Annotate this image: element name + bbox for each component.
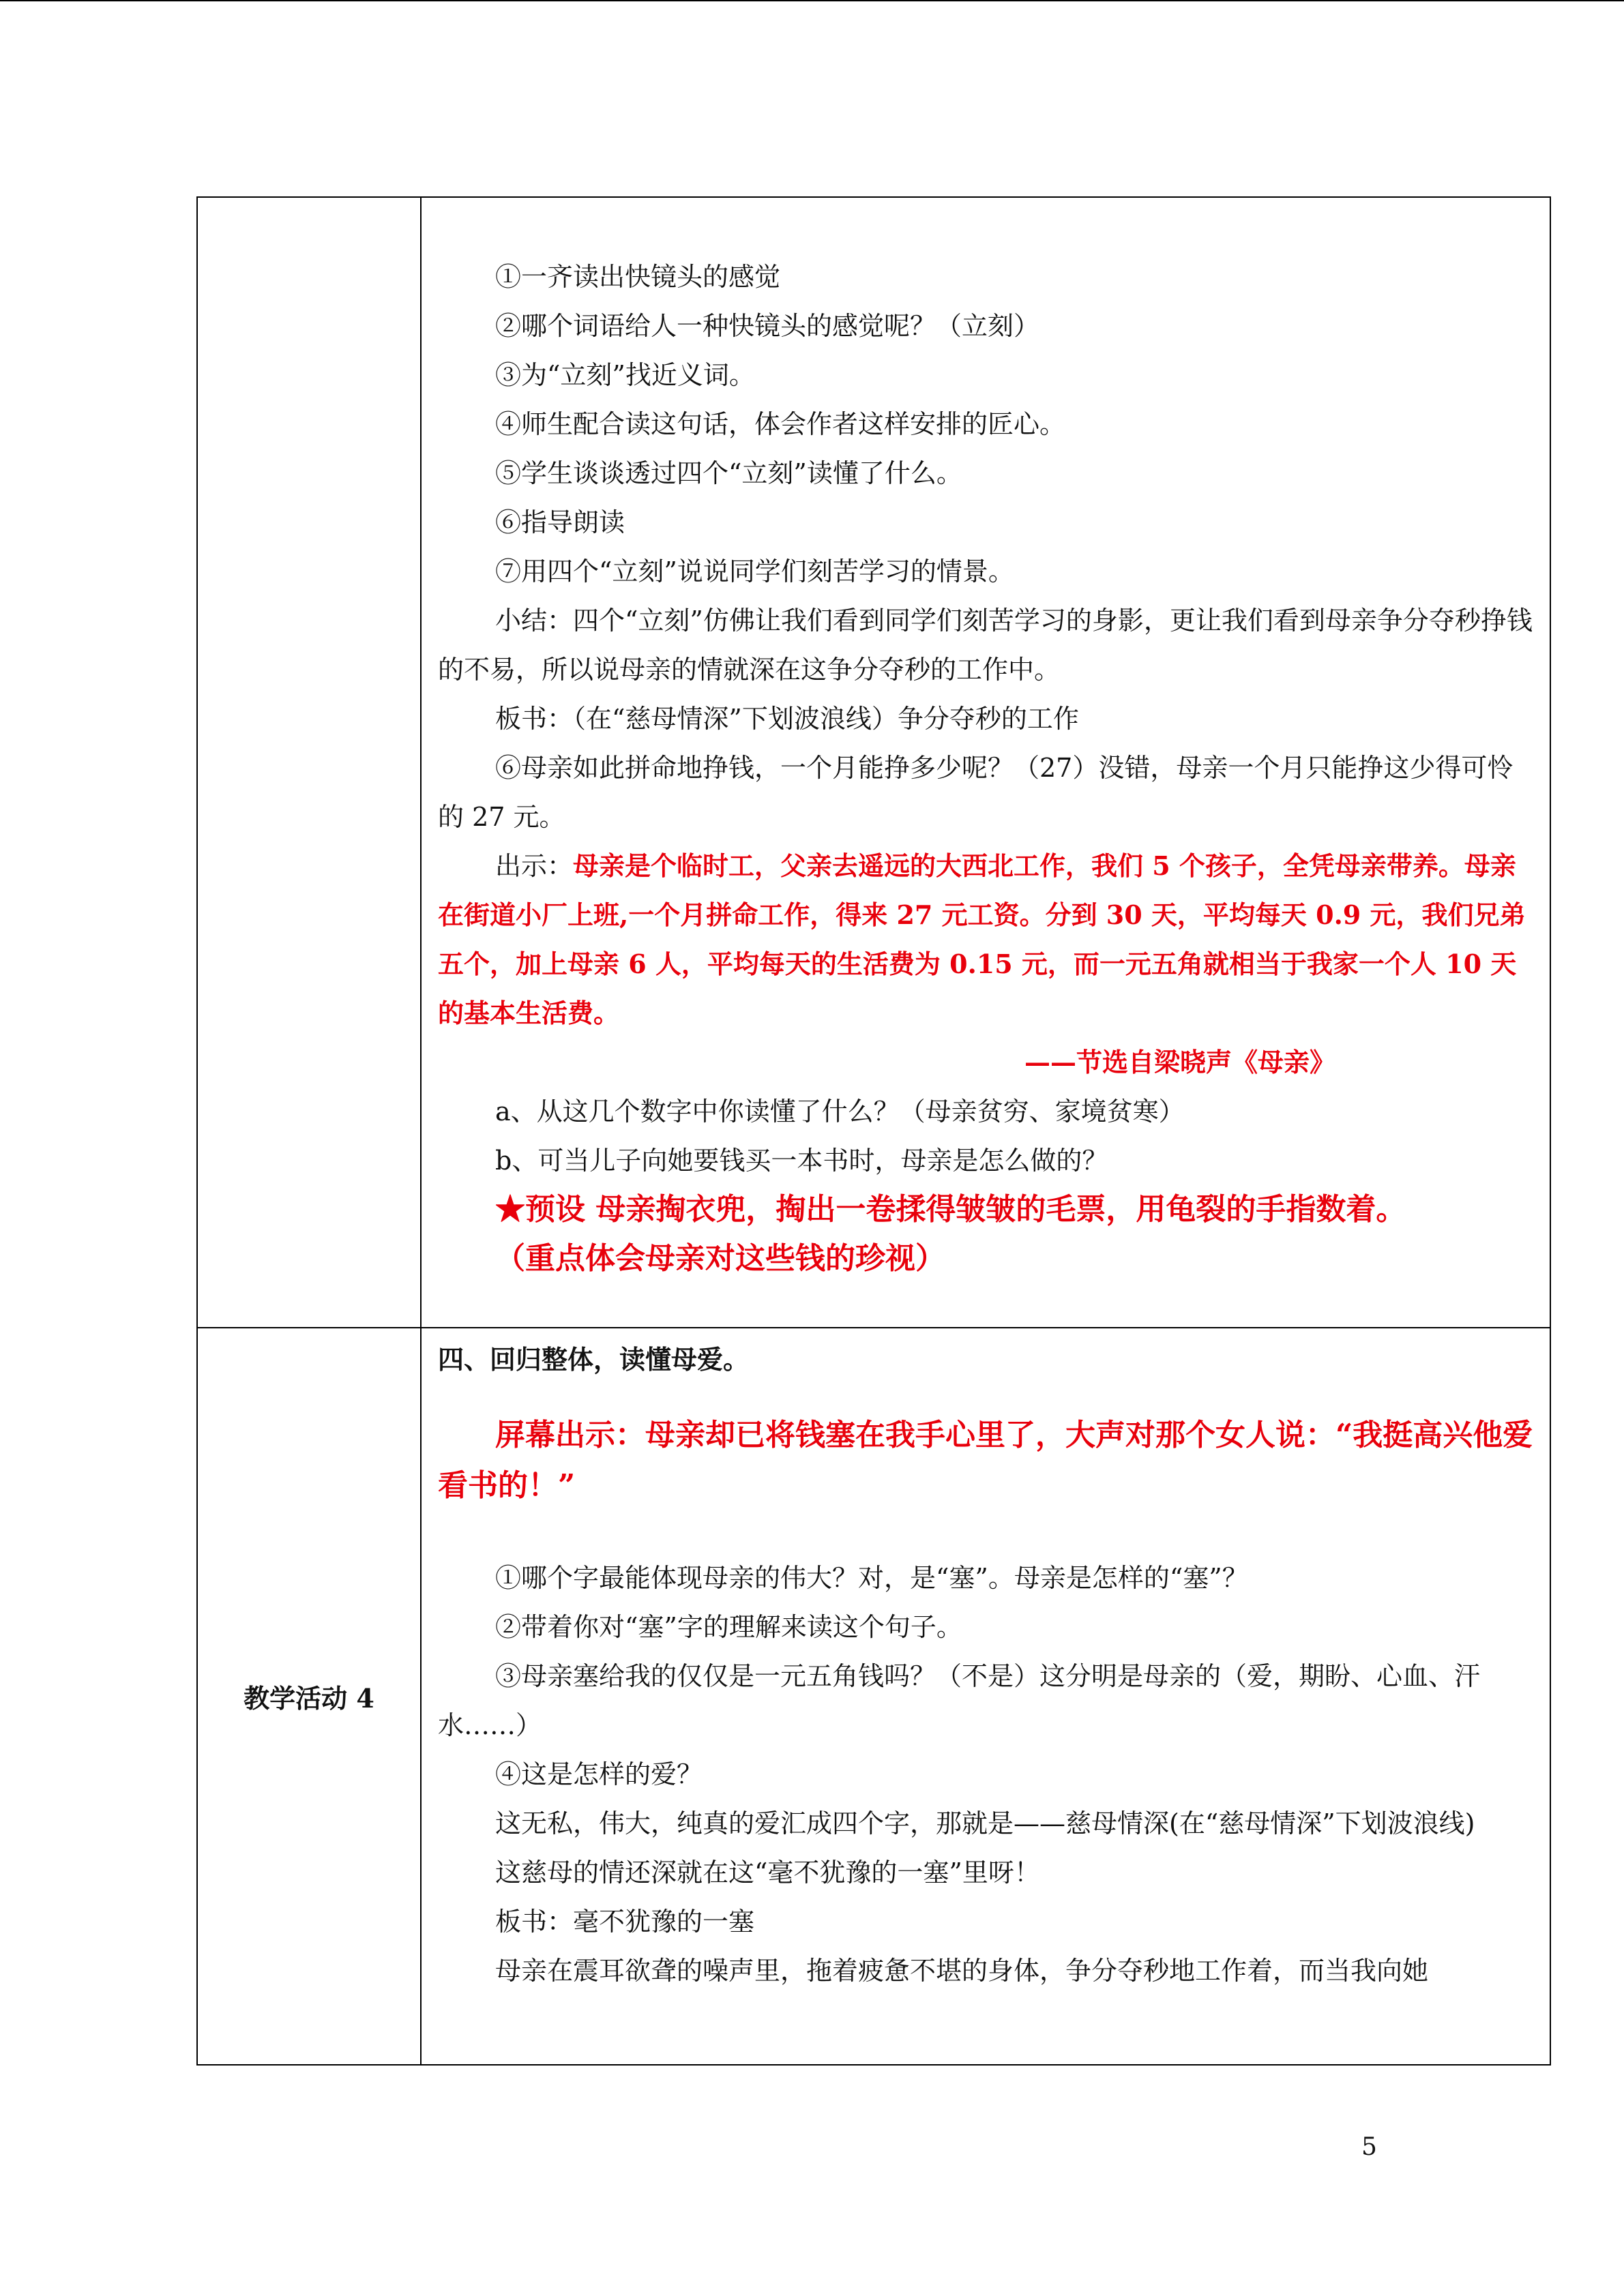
step-line: ②哪个词语给人一种快镜头的感觉呢？（立刻） (495, 311, 1040, 341)
show-label: 出示： (495, 851, 574, 881)
screen-quote: 屏幕出示：母亲却已将钱塞在我手心里了，大声对那个女人说：“我挺高兴他爱看书的！” (438, 1418, 1533, 1503)
preset-note: （重点体会母亲对这些钱的珍视） (495, 1241, 945, 1276)
summary-paragraph: 小结：四个“立刻”仿佛让我们看到同学们刻苦学习的身影，更让我们看到母亲争分夺秒挣钱的不易，所以说母亲的情就深在这争分夺秒的工作中。 (438, 606, 1533, 685)
question-line: ③母亲塞给我的仅仅是一元五角钱吗？（不是）这分明是母亲的（爱，期盼、心血、汗水……） (438, 1661, 1481, 1740)
body-paragraph: 这慈母的情还深就在这“毫不犹豫的一塞”里呀！ (495, 1858, 1040, 1888)
step-line: ⑦用四个“立刻”说说同学们刻苦学习的情景。 (495, 556, 1014, 586)
blackboard-note: 板书：（在“慈母情深”下划波浪线）争分夺秒的工作 (495, 704, 1079, 734)
blackboard-note: 板书：毫不犹豫的一塞 (495, 1907, 755, 1937)
step-line: ④师生配合读这句话，体会作者这样安排的匠心。 (495, 409, 1066, 439)
row-label-cell (197, 197, 421, 1328)
body-paragraph: 这无私，伟大，纯真的爱汇成四个字，那就是——慈母情深(在“慈母情深”下划波浪线) (495, 1808, 1475, 1838)
lesson-plan-table (196, 196, 1551, 2066)
question-line: ②带着你对“塞”字的理解来读这个句子。 (495, 1612, 962, 1642)
question-a: a、从这几个数字中你读懂了什么？（母亲贫穷、家境贫寒） (495, 1097, 1185, 1127)
step-line: ①一齐读出快镜头的感觉 (495, 262, 781, 292)
step-line: ⑤学生谈谈透过四个“立刻”读懂了什么。 (495, 458, 962, 488)
question-paragraph: ⑥母亲如此拼命地挣钱，一个月能挣多少呢？（27）没错，母亲一个月只能挣这少得可怜的 27 元。 (438, 753, 1514, 832)
question-line: ④这是怎样的爱？ (495, 1759, 703, 1789)
row-content-cell (421, 197, 1550, 1328)
show-paragraph (438, 841, 1533, 1038)
top-border-line (0, 0, 1624, 1)
table-row (197, 1328, 1550, 2065)
row-content-cell (421, 1328, 1550, 2065)
question-b: b、可当儿子向她要钱买一本书时，母亲是怎么做的？ (495, 1146, 1108, 1176)
table-row (197, 197, 1550, 1328)
question-line: ①哪个字最能体现母亲的伟大？对，是“塞”。母亲是怎样的“塞”？ (495, 1563, 1248, 1593)
row-label-cell (197, 1328, 421, 2065)
activity-label: 教学活动 4 (243, 1683, 374, 1714)
body-paragraph: 母亲在震耳欲聋的噪声里，拖着疲惫不堪的身体，争分夺秒地工作着，而当我向她 (495, 1956, 1429, 1986)
show-text: 母亲是个临时工，父亲去遥远的大西北工作，我们 5 个孩子，全凭母亲带养。母亲在街道小厂上班,一个月拼命工作，得来 27 元工资。分到 30 天，平均每天 0.9 元，我们兄弟五个，加上母亲 6 人，平均每天的生活费为 0.15 元，而一元五角就相当于我家一个人 10 天的基本生活费。 (438, 850, 1526, 1028)
preset-answer: ★预设 母亲掏衣兜，掏出一卷揉得皱皱的毛票，用龟裂的手指数着。 (495, 1192, 1406, 1227)
step-line: ③为“立刻”找近义词。 (495, 360, 755, 390)
page-number: 5 (1361, 2133, 1377, 2161)
step-line: ⑥指导朗读 (495, 507, 625, 537)
citation: ——节选自梁晓声《母亲》 (1024, 1047, 1335, 1077)
section-heading: 四、回归整体，读懂母爱。 (438, 1344, 750, 1375)
